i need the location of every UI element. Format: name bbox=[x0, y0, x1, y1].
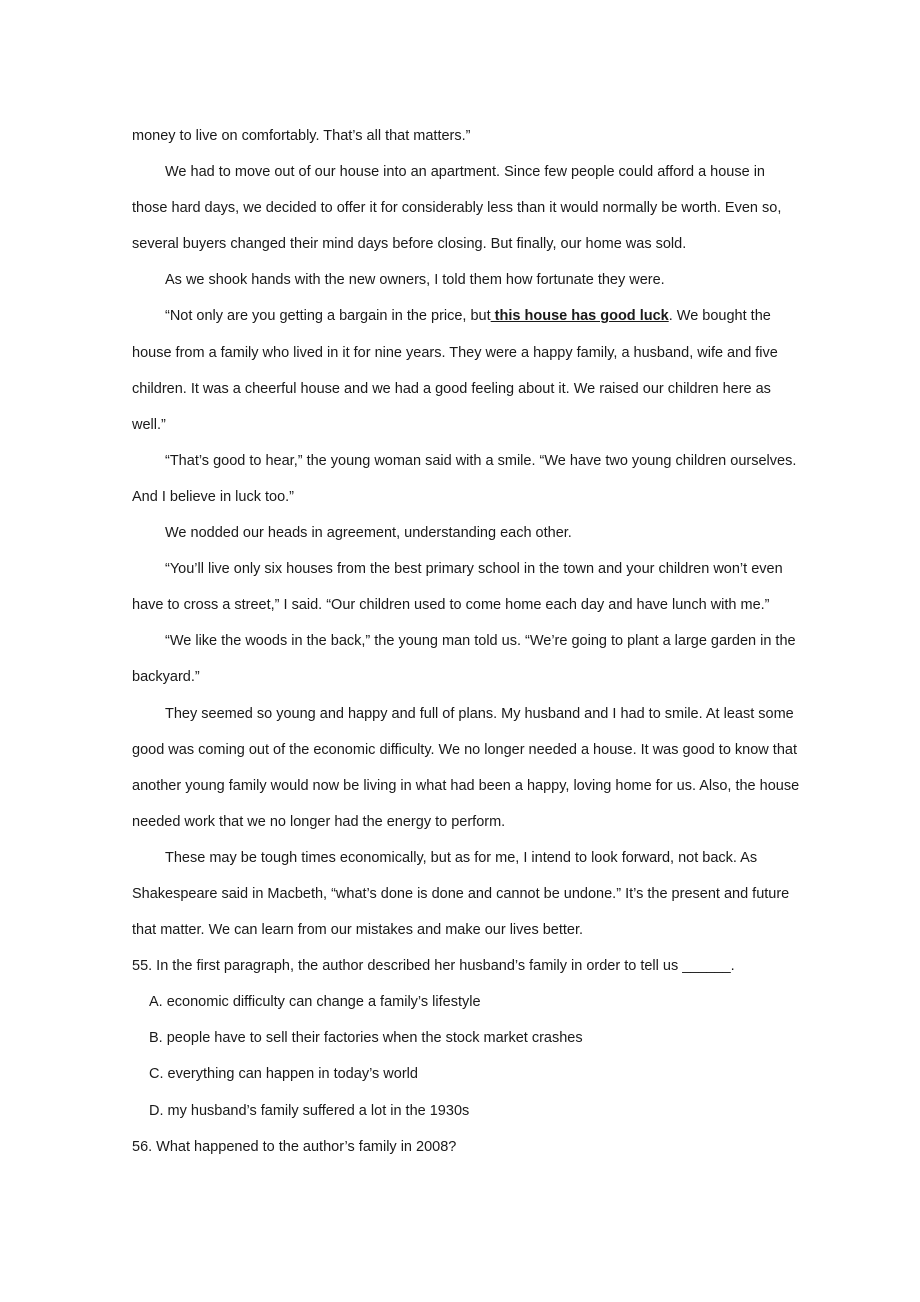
underlined-phrase: this house has good luck bbox=[490, 308, 669, 325]
paragraph-2: As we shook hands with the new owners, I told them how fortunate they were. bbox=[165, 272, 665, 289]
paragraph-3-start: “Not only are you getting a bargain in the price, but bbox=[165, 308, 491, 325]
question-55-stem: 55. In the first paragraph, the author described her husband’s family in order to tell us ______. bbox=[132, 958, 735, 975]
question-55-option-c: C. everything can happen in today’s world bbox=[149, 1066, 418, 1083]
paragraph-6: “You’ll live only six houses from the best primary school in the town and your children won’t even have to cross a street,” I said. “Our children used to come home each day and have lunch with me.” bbox=[132, 561, 783, 614]
paragraph-0: money to live on comfortably. That’s all that matters.” bbox=[132, 128, 471, 144]
question-55-option-a: A. economic difficulty can change a family’s lifestyle bbox=[149, 994, 481, 1011]
question-56-stem: 56. What happened to the author’s family in 2008? bbox=[132, 1138, 457, 1155]
question-55-option-b: B. people have to sell their factories when the stock market crashes bbox=[149, 1030, 583, 1047]
paragraph-9: These may be tough times economically, but as for me, I intend to look forward, not back. As Shakespeare said in Macbeth, “what’s done is done and cannot be undone.” It’s the present and future that matter. We can learn from our mistakes and make our lives better. bbox=[132, 849, 790, 939]
paragraph-8: They seemed so young and happy and full of plans. My husband and I had to smile. At least some good was coming out of the economic difficulty. We no longer needed a house. It was good to know that another young family would now be living in what had been a happy, loving home for us. Also, the house needed work that we no longer had the energy to perform. bbox=[132, 705, 800, 830]
question-55-option-d: D. my husband’s family suffered a lot in the 1930s bbox=[149, 1102, 470, 1119]
paragraph-3 bbox=[132, 298, 800, 442]
paragraph-1: We had to move out of our house into an apartment. Since few people could afford a house in those hard days, we decided to offer it for considerably less than it would normally be worth. Even so, several buyers changed their mind days before closing. But finally, our home was sold. bbox=[132, 164, 782, 253]
paragraph-3-end: . We bought the house from a family who lived in it for nine years. They were a happy family, a husband, wife and five children. It was a cheerful house and we had a good feeling about it. We raised our children here as well.” bbox=[132, 308, 778, 433]
paragraph-4: “That’s good to hear,” the young woman said with a smile. “We have two young children ourselves. And I believe in luck too.” bbox=[132, 452, 797, 505]
paragraph-7: “We like the woods in the back,” the young man told us. “We’re going to plant a large garden in the backyard.” bbox=[132, 633, 796, 686]
paragraph-5: We nodded our heads in agreement, understanding each other. bbox=[165, 525, 572, 542]
